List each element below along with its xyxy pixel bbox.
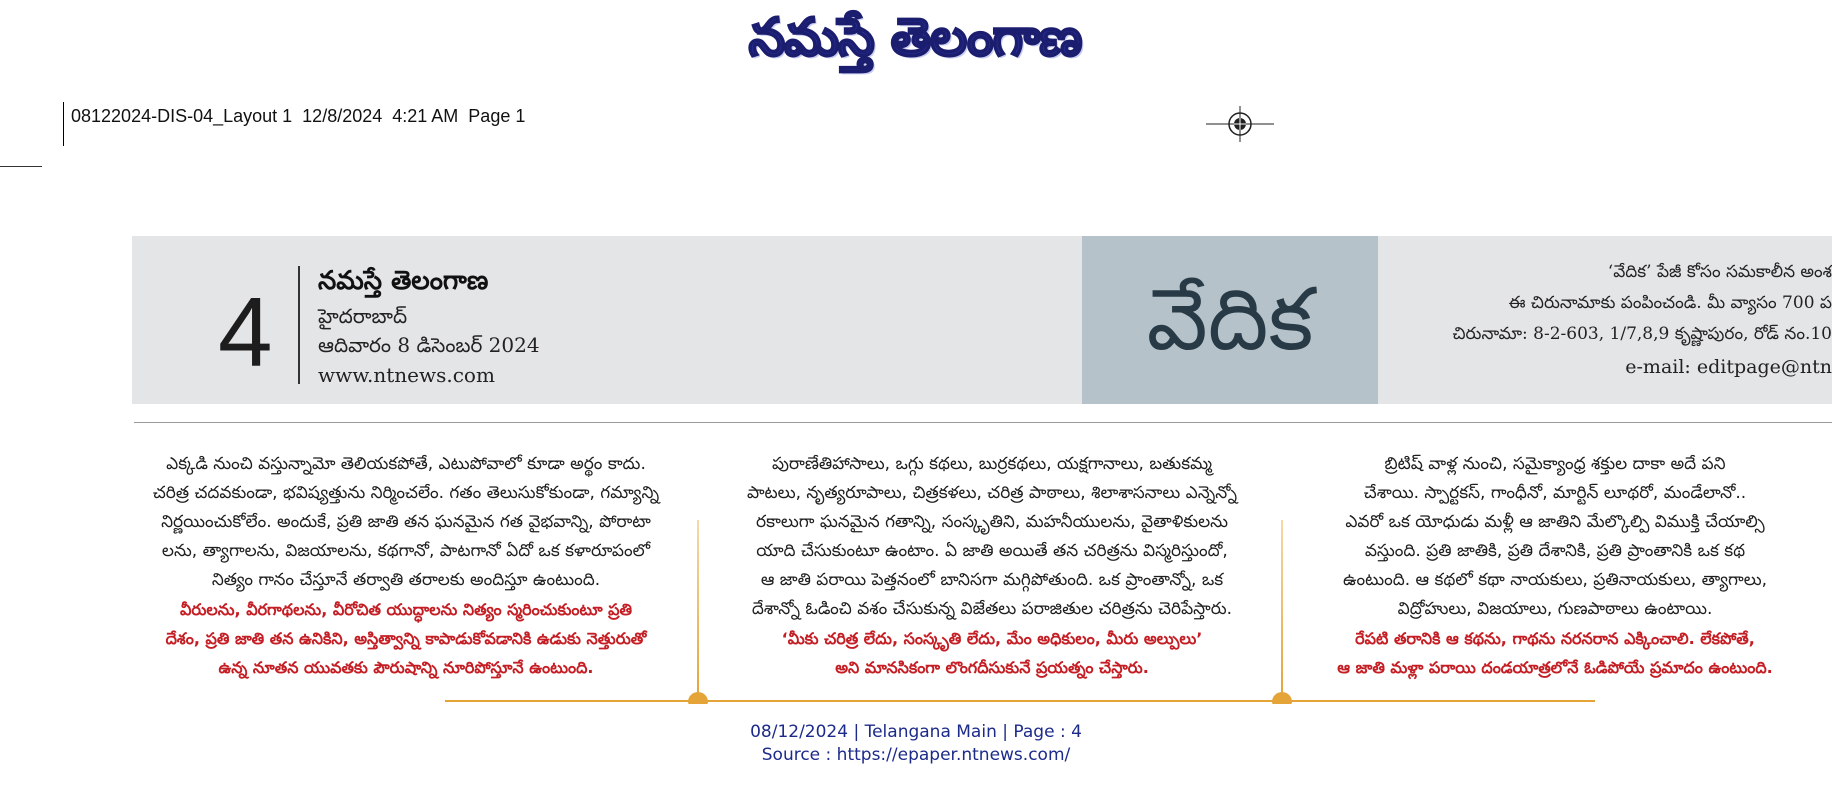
column-divider bbox=[1281, 520, 1283, 700]
page-number: 4 bbox=[218, 277, 273, 387]
column-line: ఎవరో ఒక యోధుడు మళ్లీ ఆ జాతిని మేల్కొల్పి విముక్తి చేయాల్సి bbox=[1345, 512, 1765, 532]
column-divider bbox=[697, 520, 699, 700]
band-divider bbox=[134, 422, 1832, 423]
column-line: వస్తుంది. ప్రతి జాతికి, ప్రతి దేశానికి, ప్రతి ప్రాంతానికి ఒక కథ bbox=[1364, 541, 1746, 561]
band-info-line: ఈ చిరునామాకు పంపించండి. మీ వ్యాసం 700 ప bbox=[1508, 293, 1832, 313]
slug-date: 12/8/2024 bbox=[302, 106, 383, 126]
column-highlight-line: ‘మీకు చరిత్ర లేదు, సంస్కృతి లేదు, మేం అధికులం, మీరు అల్పులు’ bbox=[781, 629, 1203, 648]
column-highlight-line: ఆ జాతి మళ్లా పరాయి దండయాత్రలోనే ఓడిపోయే ప్రమాదం ఉంటుంది. bbox=[1337, 658, 1773, 677]
band-info-line: ‘వేదిక’ పేజీ కోసం సమకాలీన అంశ bbox=[1607, 262, 1832, 282]
column-line: ఉంటుంది. ఆ కథలో కథా నాయకులు, ప్రతినాయకులు, త్యాగాలు, bbox=[1342, 570, 1768, 590]
slug-page: Page 1 bbox=[468, 106, 526, 126]
column-line: దేశాన్నో ఓడించి వశం చేసుకున్న విజేతలు పరాజితుల చరిత్రను చెరిపేస్తారు. bbox=[751, 599, 1233, 619]
article-column-2 bbox=[726, 450, 1258, 682]
footer-edition-info: 08/12/2024 | Telangana Main | Page : 4 bbox=[750, 722, 1082, 742]
column-line: విద్రోహులు, విజయాలు, గుణపాఠాలు ఉంటాయి. bbox=[1397, 599, 1713, 619]
page-number-divider bbox=[298, 266, 300, 384]
registration-mark-icon bbox=[1206, 106, 1274, 142]
drop-ornament-icon bbox=[688, 692, 708, 704]
column-highlight-line: రేపటి తరానికి ఆ కథను, గాథను నరనరాన ఎక్కించాలి. లేకపోతే, bbox=[1355, 629, 1755, 648]
column-highlight-line: వీరులను, వీరగాథలను, వీరోచిత యుద్ధాలను నిత్యం స్మరించుకుంటూ ప్రతి bbox=[180, 600, 632, 619]
column-highlight-line: అని మానసికంగా లొంగదీసుకునే ప్రయత్నం చేస్తారు. bbox=[835, 658, 1149, 677]
column-line: లను, త్యాగాలను, విజయాలను, కథగానో, పాటగానో ఏదో ఒక కళారూపంలో bbox=[161, 541, 651, 561]
footer-source-link[interactable]: Source : https://epaper.ntnews.com/ bbox=[761, 745, 1071, 765]
column-line: బ్రిటిష్ వాళ్ల నుంచి, సమైక్యాంధ్ర శక్తుల దాకా అదే పని bbox=[1384, 454, 1726, 474]
column-line: పాటలు, నృత్యరూపాలు, చిత్రకళలు, చరిత్ర పాఠాలు, శిలాశాసనాలు ఎన్నెన్నో bbox=[746, 483, 1237, 503]
crop-mark bbox=[0, 166, 42, 167]
band-date: ఆదివారం 8 డిసెంబర్ 2024 bbox=[318, 333, 540, 357]
column-line: పురాణేతిహాసాలు, ఒగ్గు కథలు, బుర్రకథలు, యక్షగానాలు, బతుకమ్మ bbox=[771, 454, 1213, 474]
column-line: చేశాయి. స్పార్టకస్, గాంధీనో, మార్టిన్ లూథరో, మండేలానో.. bbox=[1363, 483, 1747, 503]
article-column-3 bbox=[1300, 450, 1810, 682]
slug-layout-name: 08122024-DIS-04_Layout 1 bbox=[71, 106, 293, 126]
section-title: వేదిక bbox=[1146, 270, 1314, 370]
article-column-1 bbox=[126, 450, 686, 682]
band-city: హైదరాబాద్ bbox=[318, 304, 408, 328]
drop-ornament-icon bbox=[1272, 692, 1292, 704]
column-line: నిర్ణయించుకోలేం. అందుకే, ప్రతి జాతి తన ఘనమైన గత వైభవాన్ని, పోరాటా bbox=[161, 512, 651, 532]
column-line: నిత్యం గానం చేస్తూనే తర్వాతి తరాలకు అందిస్తూ ఉంటుంది. bbox=[211, 570, 601, 590]
band-info-email: e-mail: editpage@ntn bbox=[1625, 356, 1832, 378]
column-line: రకాలుగా ఘనమైన గతాన్ని, సంస్కృతిని, మహనీయులను, వైతాళికులను bbox=[756, 512, 1228, 532]
slug-rule bbox=[63, 102, 64, 146]
column-highlight-line: ఉన్న నూతన యువతకు పౌరుషాన్ని నూరిపోస్తూనే ఉంటుంది. bbox=[218, 658, 594, 677]
column-line: ఆ జాతి పరాయి పెత్తనంలో బానిసగా మగ్గిపోతుంది. ఒక ప్రాంతాన్నో, ఒక bbox=[760, 570, 1224, 590]
slug-line bbox=[71, 106, 535, 127]
gold-baseline-rule bbox=[445, 700, 1595, 702]
column-line: ఎక్కడి నుంచి వస్తున్నామో తెలియకపోతే, ఎటుపోవాలో కూడా అర్థం కాదు. bbox=[166, 454, 646, 474]
band-info-line: చిరునామా: 8-2-603, 1/7,8,9 కృష్ణాపురం, రోడ్ నం.10 bbox=[1452, 324, 1832, 344]
column-line: యాది చేసుకుంటూ ఉంటాం. ఏ జాతి అయితే తన చరిత్రను విస్మరిస్తుందో, bbox=[756, 541, 1228, 561]
band-website: www.ntnews.com bbox=[318, 363, 495, 387]
column-line: చరిత్ర చదవకుండా, భవిష్యత్తును నిర్మించలేం. గతం తెలుసుకోకుండా, గమ్యాన్ని bbox=[152, 483, 660, 503]
band-paper-name: నమస్తే తెలంగాణ bbox=[318, 266, 489, 296]
column-highlight-line: దేశం, ప్రతి జాతి తన ఉనికిని, అస్తిత్వాన్ని కాపాడుకోవడానికి ఉడుకు నెత్తురుతో bbox=[165, 629, 647, 648]
slug-time: 4:21 AM bbox=[392, 106, 459, 126]
masthead-logo: నమస్తే తెలంగాణ bbox=[748, 8, 1082, 68]
